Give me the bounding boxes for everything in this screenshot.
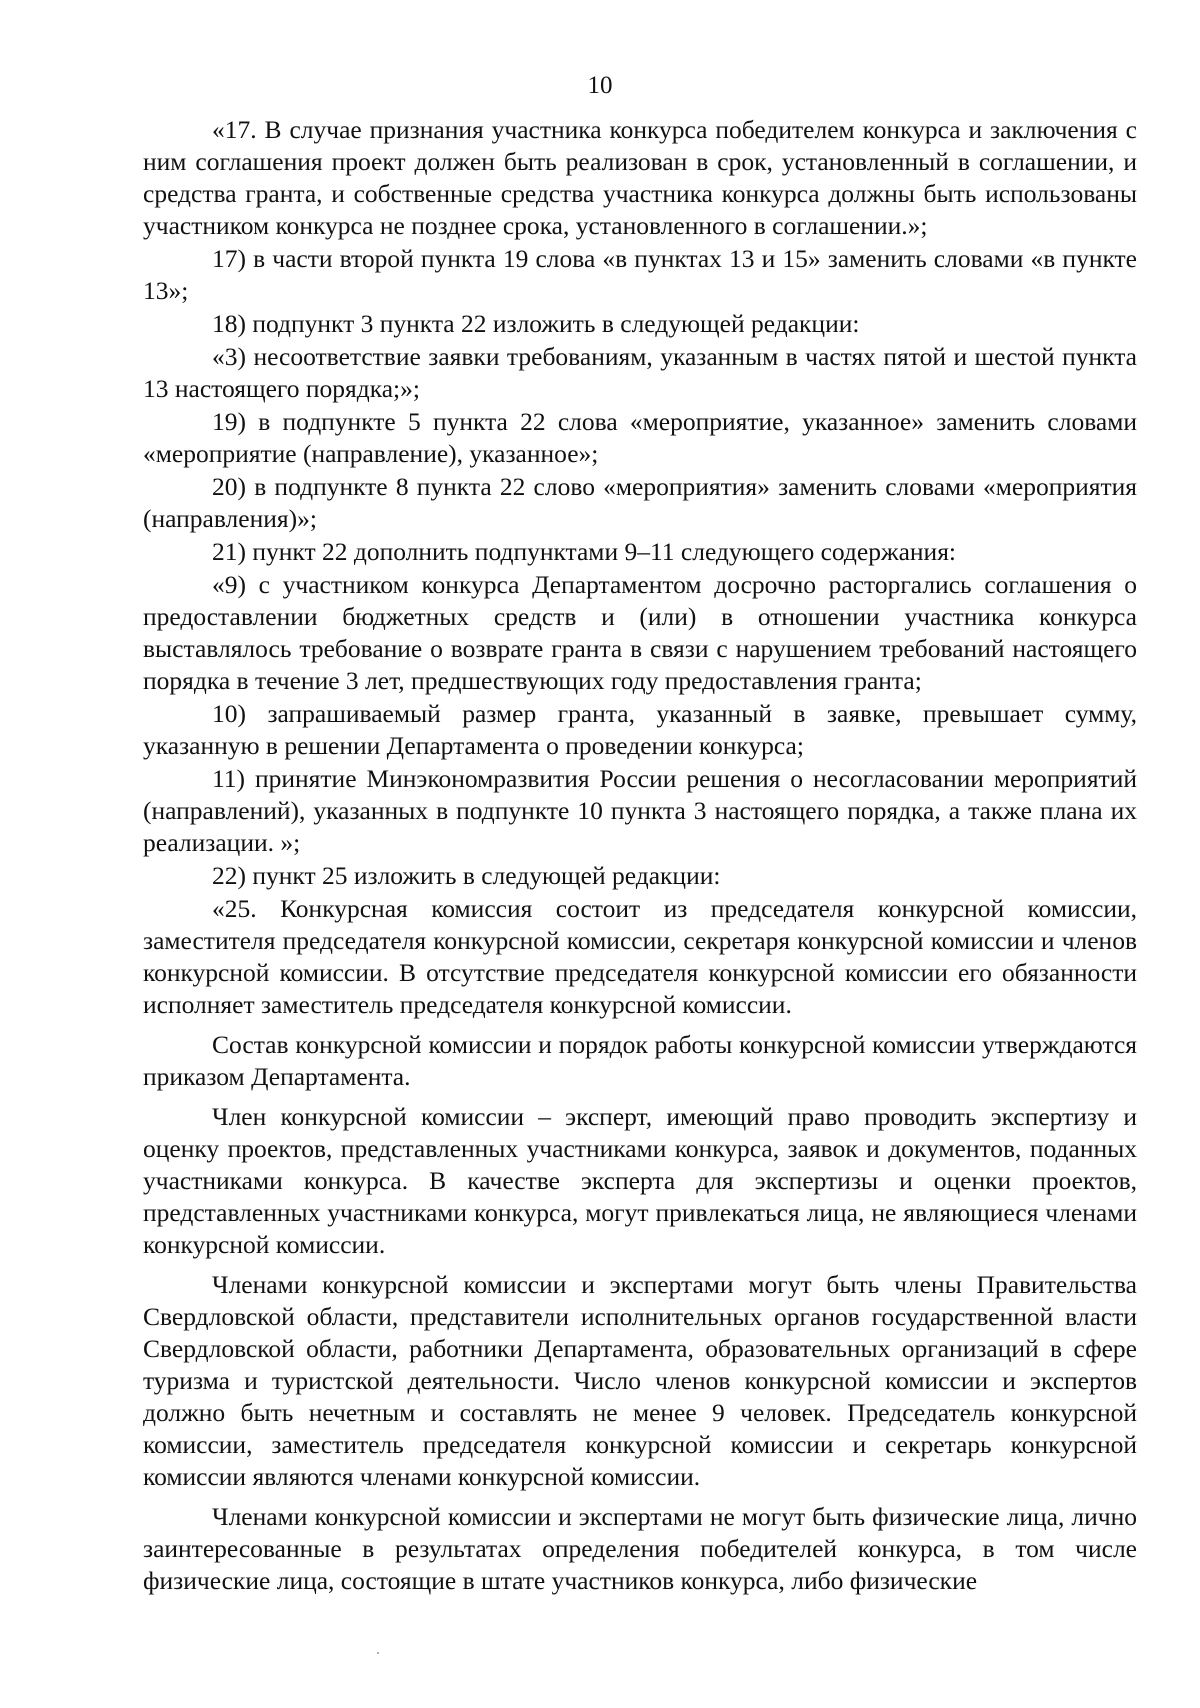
paragraph-item-19: 19) в подпункте 5 пункта 22 слова «мероприятие, указанное» заменить словами «мероприятие (направление), указанное»; <box>143 407 1137 468</box>
document-body <box>143 114 1137 1598</box>
paragraph-item-21: 21) пункт 22 дополнить подпунктами 9–11 следующего содержания: <box>212 537 957 566</box>
paragraph-item-22: 22) пункт 25 изложить в следующей редакции: <box>212 861 721 890</box>
paragraph-item-17: 17) в части второй пункта 19 слова «в пунктах 13 и 15» заменить словами «в пункте 13»; <box>143 244 1137 305</box>
paragraph-subitem-9: «9) с участником конкурса Департаментом досрочно расторгались соглашения о предоставлении бюджетных средств и (или) в отношении участника конкурса выставлялось требование о возврате гранта в связи с нарушением требований настоящего порядка в течение 3 лет, предшествующих году предоставления гранта; <box>143 570 1137 695</box>
paragraph-amendment-item-17-text: «17. В случае признания участника конкурса победителем конкурса и заключения с ним соглашения проект должен быть реализован в срок, установленный в соглашении, и средства гранта, и собственные средства участника конкурса должны быть использованы участником конкурса не позднее срока, установленного в соглашении.»; <box>143 115 1137 240</box>
paragraph-commission-restrictions: Членами конкурсной комиссии и экспертами не могут быть физические лица, лично заинтересованные в результатах определения победителей конкурса, в том числе физические лица, состоящие в штате участников конкурса, либо физические <box>143 1502 1137 1595</box>
paragraph-item-18: 18) подпункт 3 пункта 22 изложить в следующей редакции: <box>212 309 860 338</box>
paragraph-item-20: 20) в подпункте 8 пункта 22 слово «мероприятия» заменить словами «мероприятия (направления)»; <box>143 472 1137 533</box>
paragraph-commission-expert: Член конкурсной комиссии – эксперт, имеющий право проводить экспертизу и оценку проектов, представленных участниками конкурса, заявок и документов, поданных участниками конкурса. В качестве эксперта для экспертизы и оценки проектов, представленных участниками конкурса, могут привлекаться лица, не являющиеся членами конкурсной комиссии. <box>143 1102 1137 1259</box>
scan-speck <box>377 1652 379 1654</box>
paragraph-commission-members: Членами конкурсной комиссии и экспертами могут быть члены Правительства Свердловской области, представители исполнительных органов государственной власти Свердловской области, работники Департамента, образовательных организаций в сфере туризма и туристской деятельности. Число членов конкурсной комиссии и экспертов должно быть нечетным и составлять не менее 9 человек. Председатель конкурсной комиссии, заместитель председателя конкурсной комиссии и секретарь конкурсной комиссии являются членами конкурсной комиссии. <box>143 1270 1137 1491</box>
paragraph-commission-composition: Состав конкурсной комиссии и порядок работы конкурсной комиссии утверждаются приказом Департамента. <box>143 1030 1137 1091</box>
paragraph-item-18-quote: «3) несоответствие заявки требованиям, указанным в частях пятой и шестой пункта 13 настоящего порядка;»; <box>143 342 1137 403</box>
paragraph-subitem-10: 10) запрашиваемый размер гранта, указанный в заявке, превышает сумму, указанную в решении Департамента о проведении конкурса; <box>143 699 1137 760</box>
paragraph-subitem-11: 11) принятие Минэкономразвития России решения о несогласовании мероприятий (направлений), указанных в подпункте 10 пункта 3 настоящего порядка, а также плана их реализации. »; <box>143 764 1137 857</box>
paragraph-point-25: «25. Конкурсная комиссия состоит из председателя конкурсной комиссии, заместителя председателя конкурсной комиссии, секретаря конкурсной комиссии и членов конкурсной комиссии. В отсутствие председателя конкурсной комиссии его обязанности исполняет заместитель председателя конкурсной комиссии. <box>143 894 1137 1019</box>
page-number: 10 <box>587 72 613 99</box>
